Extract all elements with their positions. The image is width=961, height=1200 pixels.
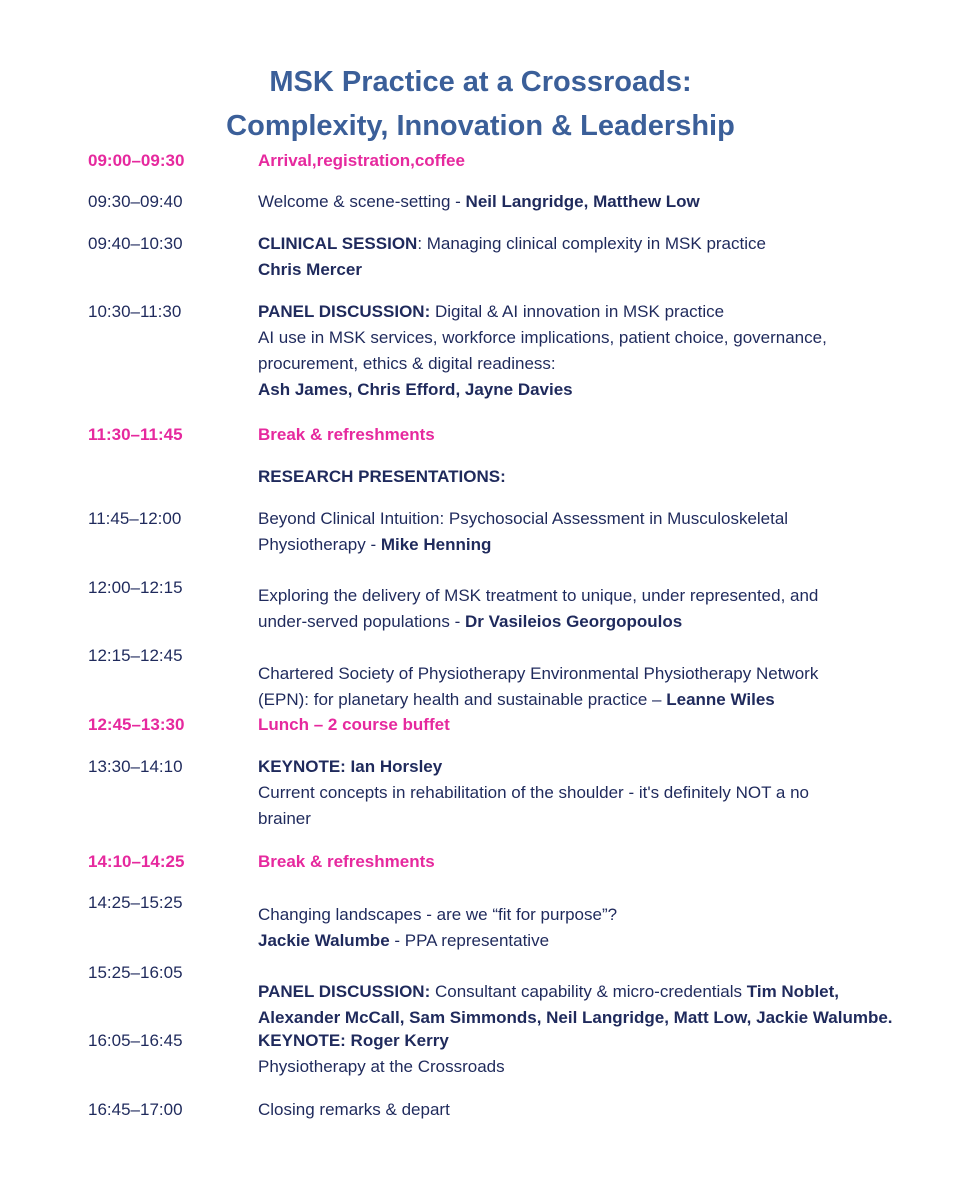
session-title: : Managing clinical complexity in MSK practice: [417, 234, 766, 253]
session-time: 13:30–14:10: [88, 757, 183, 776]
session-title: Changing landscapes - are we “fit for purpose”?: [258, 905, 618, 924]
session-time: 16:45–17:00: [88, 1100, 183, 1119]
session-line: [258, 299, 724, 325]
session-time: 09:30–09:40: [88, 192, 183, 211]
session-line: [258, 532, 491, 558]
session-line: [258, 754, 442, 780]
session-title: Digital & AI innovation in MSK practice: [430, 302, 725, 321]
speakers: [258, 377, 573, 403]
section-heading: [258, 464, 506, 490]
section-heading-text: RESEARCH PRESENTATIONS:: [258, 467, 506, 486]
session-line: [258, 189, 700, 215]
session-time: 14:25–15:25: [88, 893, 183, 912]
session-time: 16:05–16:45: [88, 1031, 183, 1050]
page-title-line-2: Complexity, Innovation & Leadership: [226, 110, 735, 142]
session-time: 11:30–11:45: [88, 425, 183, 444]
session-label: KEYNOTE: Ian Horsley: [258, 757, 443, 776]
session-title: Chartered Society of Physiotherapy Environmental Physiotherapy Network: [258, 664, 819, 683]
session-title: Welcome & scene-setting -: [258, 192, 466, 211]
session-title-cont: Physiotherapy -: [258, 535, 381, 554]
session-title-cont: brainer: [258, 809, 311, 828]
speakers: [258, 257, 362, 283]
session-label: KEYNOTE: Roger Kerry: [258, 1031, 449, 1050]
session-time: 12:45–13:30: [88, 715, 185, 734]
session-time: 10:30–11:30: [88, 302, 182, 321]
session-label: CLINICAL SESSION: [258, 234, 418, 253]
page-title-line-1: MSK Practice at a Crossroads:: [269, 66, 692, 98]
session-time: 12:00–12:15: [88, 578, 183, 597]
session-title: Break & refreshments: [258, 852, 435, 871]
session-line: [258, 231, 766, 257]
session-title: Closing remarks & depart: [258, 1100, 450, 1119]
session-line: [258, 1028, 449, 1054]
speaker-role: - PPA representative: [389, 931, 550, 950]
speakers: Dr Vasileios Georgopoulos: [464, 612, 683, 631]
speakers-cont: Alexander McCall, Sam Simmonds, Neil Langridge, Matt Low, Jackie Walumbe.: [258, 1008, 893, 1027]
session-time: 11:45–12:00: [88, 509, 182, 528]
session-line: [258, 609, 682, 635]
session-title: Break & refreshments: [258, 425, 435, 444]
session-title: Exploring the delivery of MSK treatment to unique, under represented, and: [258, 586, 819, 605]
session-title: Lunch – 2 course buffet: [258, 715, 450, 734]
session-title-cont: under-served populations -: [258, 612, 465, 631]
session-time: 09:40–10:30: [88, 234, 183, 253]
speakers-names: Chris Mercer: [258, 260, 362, 279]
speakers: Jackie Walumbe: [258, 931, 390, 950]
session-line: [258, 687, 775, 713]
session-line: [258, 979, 839, 1005]
speakers: Tim Noblet,: [746, 982, 840, 1001]
session-time: 15:25–16:05: [88, 963, 183, 982]
session-line: [258, 928, 549, 954]
speakers: Neil Langridge, Matthew Low: [465, 192, 700, 211]
session-label: PANEL DISCUSSION:: [258, 982, 431, 1001]
session-description: procurement, ethics & digital readiness:: [258, 354, 556, 373]
speakers-names: Ash James, Chris Efford, Jayne Davies: [258, 380, 573, 399]
session-time: 09:00–09:30: [88, 151, 185, 170]
speakers: Leanne Wiles: [666, 690, 775, 709]
session-time: 14:10–14:25: [88, 852, 185, 871]
session-title-cont: (EPN): for planetary health and sustainable practice –: [258, 690, 667, 709]
session-label: PANEL DISCUSSION:: [258, 302, 431, 321]
session-title: Current concepts in rehabilitation of the shoulder - it's definitely NOT a no: [258, 783, 809, 802]
session-description: AI use in MSK services, workforce implications, patient choice, governance,: [258, 328, 827, 347]
session-title: Consultant capability & micro-credentials: [430, 982, 747, 1001]
session-time: 12:15–12:45: [88, 646, 183, 665]
session-title: Physiotherapy at the Crossroads: [258, 1057, 505, 1076]
session-title: Beyond Clinical Intuition: Psychosocial Assessment in Musculoskeletal: [258, 509, 789, 528]
session-title: Arrival,registration,coffee: [258, 151, 465, 170]
speakers: Mike Henning: [380, 535, 492, 554]
